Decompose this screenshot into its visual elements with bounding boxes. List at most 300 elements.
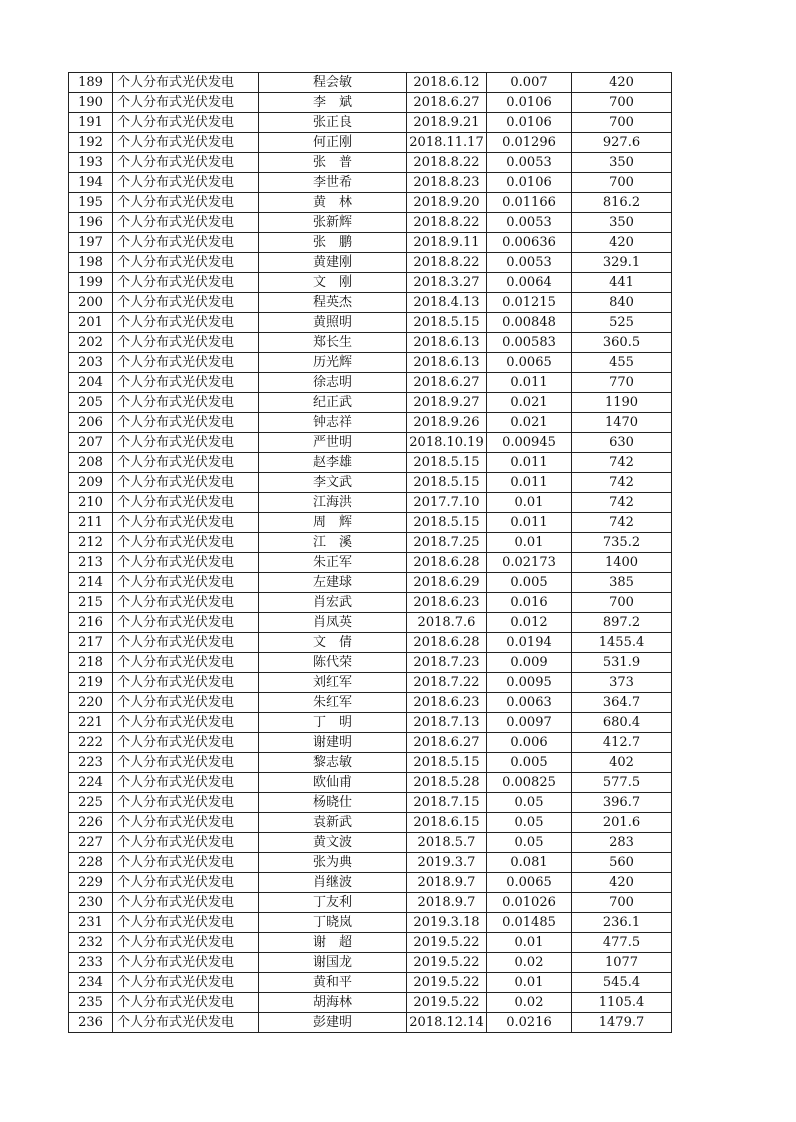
row-number-cell: 231 [69, 913, 113, 933]
row-number-cell: 199 [69, 273, 113, 293]
row-number-cell: 233 [69, 953, 113, 973]
amount-cell: 385 [572, 573, 672, 593]
project-type-cell: 个人分布式光伏发电 [113, 453, 259, 473]
capacity-cell: 0.0106 [487, 93, 572, 113]
capacity-cell: 0.05 [487, 833, 572, 853]
row-number-cell: 198 [69, 253, 113, 273]
amount-cell: 1455.4 [572, 633, 672, 653]
table-row [69, 513, 672, 533]
table-row [69, 833, 672, 853]
capacity-cell: 0.00583 [487, 333, 572, 353]
amount-cell: 420 [572, 73, 672, 93]
project-type-cell: 个人分布式光伏发电 [113, 913, 259, 933]
capacity-cell: 0.0053 [487, 213, 572, 233]
name-cell: 丁 明 [259, 713, 407, 733]
date-cell: 2018.8.22 [407, 213, 487, 233]
table-row [69, 633, 672, 653]
date-cell: 2018.6.23 [407, 593, 487, 613]
table-row [69, 613, 672, 633]
capacity-cell: 0.00825 [487, 773, 572, 793]
row-number-cell: 220 [69, 693, 113, 713]
amount-cell: 236.1 [572, 913, 672, 933]
table-row [69, 793, 672, 813]
name-cell: 肖继波 [259, 873, 407, 893]
date-cell: 2018.7.25 [407, 533, 487, 553]
project-type-cell: 个人分布式光伏发电 [113, 593, 259, 613]
date-cell: 2018.5.15 [407, 753, 487, 773]
table-row [69, 873, 672, 893]
capacity-cell: 0.01166 [487, 193, 572, 213]
date-cell: 2018.6.13 [407, 353, 487, 373]
amount-cell: 700 [572, 173, 672, 193]
project-type-cell: 个人分布式光伏发电 [113, 893, 259, 913]
project-type-cell: 个人分布式光伏发电 [113, 353, 259, 373]
capacity-cell: 0.0095 [487, 673, 572, 693]
capacity-cell: 0.0106 [487, 113, 572, 133]
name-cell: 丁友利 [259, 893, 407, 913]
project-type-cell: 个人分布式光伏发电 [113, 333, 259, 353]
amount-cell: 545.4 [572, 973, 672, 993]
amount-cell: 680.4 [572, 713, 672, 733]
date-cell: 2018.7.6 [407, 613, 487, 633]
table-row [69, 93, 672, 113]
date-cell: 2018.6.28 [407, 553, 487, 573]
capacity-cell: 0.01296 [487, 133, 572, 153]
amount-cell: 477.5 [572, 933, 672, 953]
project-type-cell: 个人分布式光伏发电 [113, 653, 259, 673]
subsidy-table [68, 72, 672, 1033]
row-number-cell: 226 [69, 813, 113, 833]
project-type-cell: 个人分布式光伏发电 [113, 873, 259, 893]
table-body [69, 73, 672, 1033]
name-cell: 欧仙甫 [259, 773, 407, 793]
capacity-cell: 0.0097 [487, 713, 572, 733]
table-row [69, 733, 672, 753]
date-cell: 2018.8.23 [407, 173, 487, 193]
project-type-cell: 个人分布式光伏发电 [113, 73, 259, 93]
row-number-cell: 208 [69, 453, 113, 473]
name-cell: 文 倩 [259, 633, 407, 653]
capacity-cell: 0.01 [487, 493, 572, 513]
project-type-cell: 个人分布式光伏发电 [113, 573, 259, 593]
name-cell: 李 斌 [259, 93, 407, 113]
row-number-cell: 206 [69, 413, 113, 433]
name-cell: 周 辉 [259, 513, 407, 533]
date-cell: 2019.3.18 [407, 913, 487, 933]
date-cell: 2018.6.29 [407, 573, 487, 593]
date-cell: 2018.5.15 [407, 473, 487, 493]
table-row [69, 893, 672, 913]
project-type-cell: 个人分布式光伏发电 [113, 533, 259, 553]
project-type-cell: 个人分布式光伏发电 [113, 813, 259, 833]
table-row [69, 913, 672, 933]
name-cell: 黄照明 [259, 313, 407, 333]
table-row [69, 773, 672, 793]
capacity-cell: 0.007 [487, 73, 572, 93]
name-cell: 肖宏武 [259, 593, 407, 613]
capacity-cell: 0.01 [487, 973, 572, 993]
amount-cell: 577.5 [572, 773, 672, 793]
amount-cell: 1077 [572, 953, 672, 973]
capacity-cell: 0.0106 [487, 173, 572, 193]
row-number-cell: 212 [69, 533, 113, 553]
row-number-cell: 211 [69, 513, 113, 533]
project-type-cell: 个人分布式光伏发电 [113, 993, 259, 1013]
capacity-cell: 0.02 [487, 993, 572, 1013]
table-row [69, 133, 672, 153]
date-cell: 2018.9.27 [407, 393, 487, 413]
row-number-cell: 221 [69, 713, 113, 733]
name-cell: 朱红军 [259, 693, 407, 713]
name-cell: 严世明 [259, 433, 407, 453]
row-number-cell: 223 [69, 753, 113, 773]
amount-cell: 364.7 [572, 693, 672, 713]
amount-cell: 735.2 [572, 533, 672, 553]
name-cell: 程英杰 [259, 293, 407, 313]
capacity-cell: 0.01 [487, 933, 572, 953]
date-cell: 2019.5.22 [407, 993, 487, 1013]
name-cell: 谢国龙 [259, 953, 407, 973]
capacity-cell: 0.01485 [487, 913, 572, 933]
amount-cell: 1400 [572, 553, 672, 573]
date-cell: 2018.5.15 [407, 513, 487, 533]
date-cell: 2018.7.15 [407, 793, 487, 813]
amount-cell: 742 [572, 493, 672, 513]
project-type-cell: 个人分布式光伏发电 [113, 153, 259, 173]
table-row [69, 233, 672, 253]
row-number-cell: 230 [69, 893, 113, 913]
amount-cell: 420 [572, 233, 672, 253]
name-cell: 彭建明 [259, 1013, 407, 1033]
project-type-cell: 个人分布式光伏发电 [113, 373, 259, 393]
amount-cell: 927.6 [572, 133, 672, 153]
amount-cell: 897.2 [572, 613, 672, 633]
date-cell: 2018.7.23 [407, 653, 487, 673]
name-cell: 江 溪 [259, 533, 407, 553]
date-cell: 2018.6.13 [407, 333, 487, 353]
row-number-cell: 195 [69, 193, 113, 213]
row-number-cell: 214 [69, 573, 113, 593]
table-row [69, 273, 672, 293]
capacity-cell: 0.00848 [487, 313, 572, 333]
project-type-cell: 个人分布式光伏发电 [113, 253, 259, 273]
capacity-cell: 0.011 [487, 373, 572, 393]
amount-cell: 1190 [572, 393, 672, 413]
amount-cell: 420 [572, 873, 672, 893]
row-number-cell: 225 [69, 793, 113, 813]
capacity-cell: 0.021 [487, 393, 572, 413]
project-type-cell: 个人分布式光伏发电 [113, 293, 259, 313]
date-cell: 2018.6.27 [407, 733, 487, 753]
date-cell: 2019.5.22 [407, 953, 487, 973]
table-row [69, 293, 672, 313]
amount-cell: 1479.7 [572, 1013, 672, 1033]
project-type-cell: 个人分布式光伏发电 [113, 833, 259, 853]
project-type-cell: 个人分布式光伏发电 [113, 853, 259, 873]
project-type-cell: 个人分布式光伏发电 [113, 613, 259, 633]
name-cell: 钟志祥 [259, 413, 407, 433]
name-cell: 张 普 [259, 153, 407, 173]
name-cell: 李文武 [259, 473, 407, 493]
row-number-cell: 218 [69, 653, 113, 673]
row-number-cell: 203 [69, 353, 113, 373]
project-type-cell: 个人分布式光伏发电 [113, 693, 259, 713]
capacity-cell: 0.016 [487, 593, 572, 613]
row-number-cell: 189 [69, 73, 113, 93]
name-cell: 黄和平 [259, 973, 407, 993]
name-cell: 朱正军 [259, 553, 407, 573]
table-row [69, 813, 672, 833]
name-cell: 胡海林 [259, 993, 407, 1013]
row-number-cell: 193 [69, 153, 113, 173]
name-cell: 张 鹏 [259, 233, 407, 253]
amount-cell: 770 [572, 373, 672, 393]
name-cell: 文 刚 [259, 273, 407, 293]
table-row [69, 1013, 672, 1033]
date-cell: 2018.9.21 [407, 113, 487, 133]
date-cell: 2018.7.22 [407, 673, 487, 693]
name-cell: 赵李雄 [259, 453, 407, 473]
table-row [69, 113, 672, 133]
row-number-cell: 201 [69, 313, 113, 333]
amount-cell: 402 [572, 753, 672, 773]
capacity-cell: 0.00636 [487, 233, 572, 253]
row-number-cell: 235 [69, 993, 113, 1013]
table-row [69, 193, 672, 213]
amount-cell: 816.2 [572, 193, 672, 213]
name-cell: 左建球 [259, 573, 407, 593]
table-row [69, 933, 672, 953]
capacity-cell: 0.011 [487, 453, 572, 473]
date-cell: 2018.5.28 [407, 773, 487, 793]
capacity-cell: 0.02 [487, 953, 572, 973]
date-cell: 2019.5.22 [407, 973, 487, 993]
row-number-cell: 207 [69, 433, 113, 453]
amount-cell: 700 [572, 113, 672, 133]
capacity-cell: 0.009 [487, 653, 572, 673]
project-type-cell: 个人分布式光伏发电 [113, 493, 259, 513]
capacity-cell: 0.01 [487, 533, 572, 553]
amount-cell: 742 [572, 513, 672, 533]
name-cell: 纪正武 [259, 393, 407, 413]
row-number-cell: 219 [69, 673, 113, 693]
table-row [69, 433, 672, 453]
name-cell: 黄 林 [259, 193, 407, 213]
row-number-cell: 209 [69, 473, 113, 493]
row-number-cell: 196 [69, 213, 113, 233]
row-number-cell: 216 [69, 613, 113, 633]
project-type-cell: 个人分布式光伏发电 [113, 633, 259, 653]
date-cell: 2018.12.14 [407, 1013, 487, 1033]
name-cell: 黎志敏 [259, 753, 407, 773]
capacity-cell: 0.0053 [487, 153, 572, 173]
date-cell: 2018.9.20 [407, 193, 487, 213]
date-cell: 2018.8.22 [407, 153, 487, 173]
row-number-cell: 213 [69, 553, 113, 573]
table-row [69, 993, 672, 1013]
row-number-cell: 210 [69, 493, 113, 513]
name-cell: 袁新武 [259, 813, 407, 833]
date-cell: 2018.9.11 [407, 233, 487, 253]
project-type-cell: 个人分布式光伏发电 [113, 273, 259, 293]
table-row [69, 453, 672, 473]
date-cell: 2018.6.27 [407, 373, 487, 393]
table-row [69, 213, 672, 233]
capacity-cell: 0.012 [487, 613, 572, 633]
table-row [69, 673, 672, 693]
name-cell: 黄文波 [259, 833, 407, 853]
row-number-cell: 236 [69, 1013, 113, 1033]
name-cell: 刘红军 [259, 673, 407, 693]
project-type-cell: 个人分布式光伏发电 [113, 1013, 259, 1033]
table-row [69, 493, 672, 513]
amount-cell: 630 [572, 433, 672, 453]
date-cell: 2018.5.15 [407, 313, 487, 333]
table-row [69, 713, 672, 733]
table-row [69, 573, 672, 593]
capacity-cell: 0.011 [487, 473, 572, 493]
date-cell: 2017.7.10 [407, 493, 487, 513]
capacity-cell: 0.0065 [487, 873, 572, 893]
capacity-cell: 0.00945 [487, 433, 572, 453]
name-cell: 程会敏 [259, 73, 407, 93]
table-row [69, 593, 672, 613]
table-row [69, 253, 672, 273]
table-row [69, 473, 672, 493]
row-number-cell: 234 [69, 973, 113, 993]
name-cell: 张为典 [259, 853, 407, 873]
row-number-cell: 204 [69, 373, 113, 393]
date-cell: 2018.9.26 [407, 413, 487, 433]
capacity-cell: 0.005 [487, 573, 572, 593]
table-row [69, 153, 672, 173]
amount-cell: 350 [572, 213, 672, 233]
project-type-cell: 个人分布式光伏发电 [113, 193, 259, 213]
project-type-cell: 个人分布式光伏发电 [113, 973, 259, 993]
date-cell: 2018.6.15 [407, 813, 487, 833]
amount-cell: 373 [572, 673, 672, 693]
date-cell: 2018.8.22 [407, 253, 487, 273]
project-type-cell: 个人分布式光伏发电 [113, 393, 259, 413]
row-number-cell: 215 [69, 593, 113, 613]
row-number-cell: 197 [69, 233, 113, 253]
row-number-cell: 192 [69, 133, 113, 153]
capacity-cell: 0.081 [487, 853, 572, 873]
project-type-cell: 个人分布式光伏发电 [113, 313, 259, 333]
project-type-cell: 个人分布式光伏发电 [113, 933, 259, 953]
project-type-cell: 个人分布式光伏发电 [113, 113, 259, 133]
name-cell: 张新辉 [259, 213, 407, 233]
project-type-cell: 个人分布式光伏发电 [113, 233, 259, 253]
amount-cell: 560 [572, 853, 672, 873]
date-cell: 2018.9.7 [407, 873, 487, 893]
capacity-cell: 0.0064 [487, 273, 572, 293]
capacity-cell: 0.021 [487, 413, 572, 433]
project-type-cell: 个人分布式光伏发电 [113, 213, 259, 233]
amount-cell: 531.9 [572, 653, 672, 673]
name-cell: 何正刚 [259, 133, 407, 153]
table-row [69, 973, 672, 993]
name-cell: 郑长生 [259, 333, 407, 353]
capacity-cell: 0.0053 [487, 253, 572, 273]
project-type-cell: 个人分布式光伏发电 [113, 93, 259, 113]
capacity-cell: 0.01215 [487, 293, 572, 313]
table-row [69, 373, 672, 393]
project-type-cell: 个人分布式光伏发电 [113, 793, 259, 813]
amount-cell: 1470 [572, 413, 672, 433]
name-cell: 陈代荣 [259, 653, 407, 673]
date-cell: 2018.5.7 [407, 833, 487, 853]
capacity-cell: 0.006 [487, 733, 572, 753]
amount-cell: 283 [572, 833, 672, 853]
capacity-cell: 0.01026 [487, 893, 572, 913]
project-type-cell: 个人分布式光伏发电 [113, 553, 259, 573]
amount-cell: 742 [572, 453, 672, 473]
row-number-cell: 191 [69, 113, 113, 133]
name-cell: 肖凤英 [259, 613, 407, 633]
table-row [69, 953, 672, 973]
capacity-cell: 0.005 [487, 753, 572, 773]
amount-cell: 525 [572, 313, 672, 333]
name-cell: 历光辉 [259, 353, 407, 373]
amount-cell: 742 [572, 473, 672, 493]
date-cell: 2018.11.17 [407, 133, 487, 153]
table-row [69, 853, 672, 873]
row-number-cell: 194 [69, 173, 113, 193]
row-number-cell: 229 [69, 873, 113, 893]
name-cell: 江海洪 [259, 493, 407, 513]
capacity-cell: 0.05 [487, 793, 572, 813]
table-row [69, 353, 672, 373]
project-type-cell: 个人分布式光伏发电 [113, 513, 259, 533]
date-cell: 2018.6.12 [407, 73, 487, 93]
date-cell: 2018.6.27 [407, 93, 487, 113]
name-cell: 杨晓仕 [259, 793, 407, 813]
date-cell: 2018.7.13 [407, 713, 487, 733]
table-row [69, 393, 672, 413]
project-type-cell: 个人分布式光伏发电 [113, 473, 259, 493]
amount-cell: 700 [572, 593, 672, 613]
date-cell: 2018.6.23 [407, 693, 487, 713]
date-cell: 2019.3.7 [407, 853, 487, 873]
row-number-cell: 224 [69, 773, 113, 793]
project-type-cell: 个人分布式光伏发电 [113, 673, 259, 693]
name-cell: 谢 超 [259, 933, 407, 953]
table-row [69, 693, 672, 713]
amount-cell: 360.5 [572, 333, 672, 353]
project-type-cell: 个人分布式光伏发电 [113, 433, 259, 453]
name-cell: 张正良 [259, 113, 407, 133]
name-cell: 黄建刚 [259, 253, 407, 273]
date-cell: 2018.9.7 [407, 893, 487, 913]
amount-cell: 396.7 [572, 793, 672, 813]
table-row [69, 753, 672, 773]
date-cell: 2018.6.28 [407, 633, 487, 653]
amount-cell: 329.1 [572, 253, 672, 273]
table-row [69, 533, 672, 553]
capacity-cell: 0.05 [487, 813, 572, 833]
project-type-cell: 个人分布式光伏发电 [113, 173, 259, 193]
project-type-cell: 个人分布式光伏发电 [113, 953, 259, 973]
amount-cell: 1105.4 [572, 993, 672, 1013]
capacity-cell: 0.0216 [487, 1013, 572, 1033]
table-row [69, 73, 672, 93]
capacity-cell: 0.0065 [487, 353, 572, 373]
name-cell: 徐志明 [259, 373, 407, 393]
project-type-cell: 个人分布式光伏发电 [113, 733, 259, 753]
amount-cell: 350 [572, 153, 672, 173]
project-type-cell: 个人分布式光伏发电 [113, 413, 259, 433]
